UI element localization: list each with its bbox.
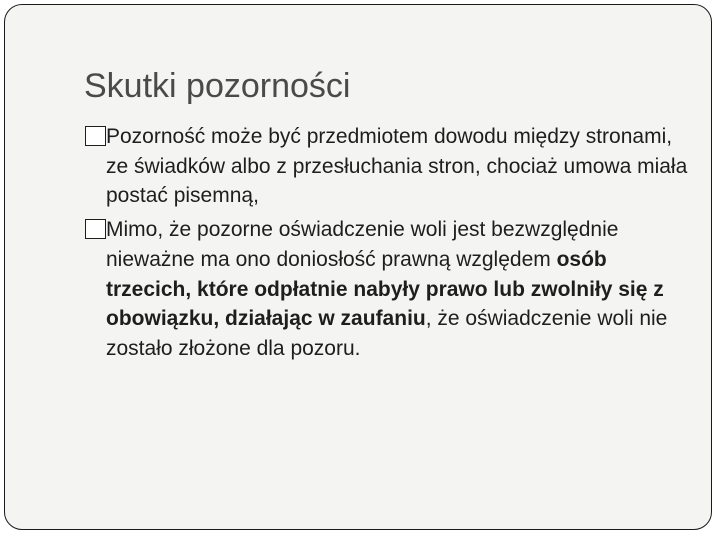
- bullet-text-bold: osób trzecich, które odpłatnie nabyły prawo lub zwolniły się z obowiązku, działając w zaufaniu: [106, 247, 664, 331]
- slide: [4, 4, 712, 530]
- bullet-list: [85, 122, 695, 364]
- bullet-text-plain: , że oświadczenie woli nie zostało złożone dla pozoru.: [106, 307, 668, 360]
- bullet-text-plain: Mimo, że pozorne oświadczenie woli jest bezwzględnie nieważne ma ono doniosłość prawną względem: [106, 218, 619, 271]
- bullet-text: [106, 215, 695, 364]
- bullet-text: Pozorność może być przedmiotem dowodu między stronami, ze świadków albo z przesłuchania stron, chociaż umowa miała postać pisemną,: [106, 125, 688, 208]
- square-bullet-icon: [85, 126, 106, 146]
- bullet-item: [85, 122, 695, 211]
- square-bullet-icon: [85, 219, 106, 239]
- slide-title: Skutki pozorności: [84, 67, 351, 105]
- bullet-item: [85, 215, 695, 364]
